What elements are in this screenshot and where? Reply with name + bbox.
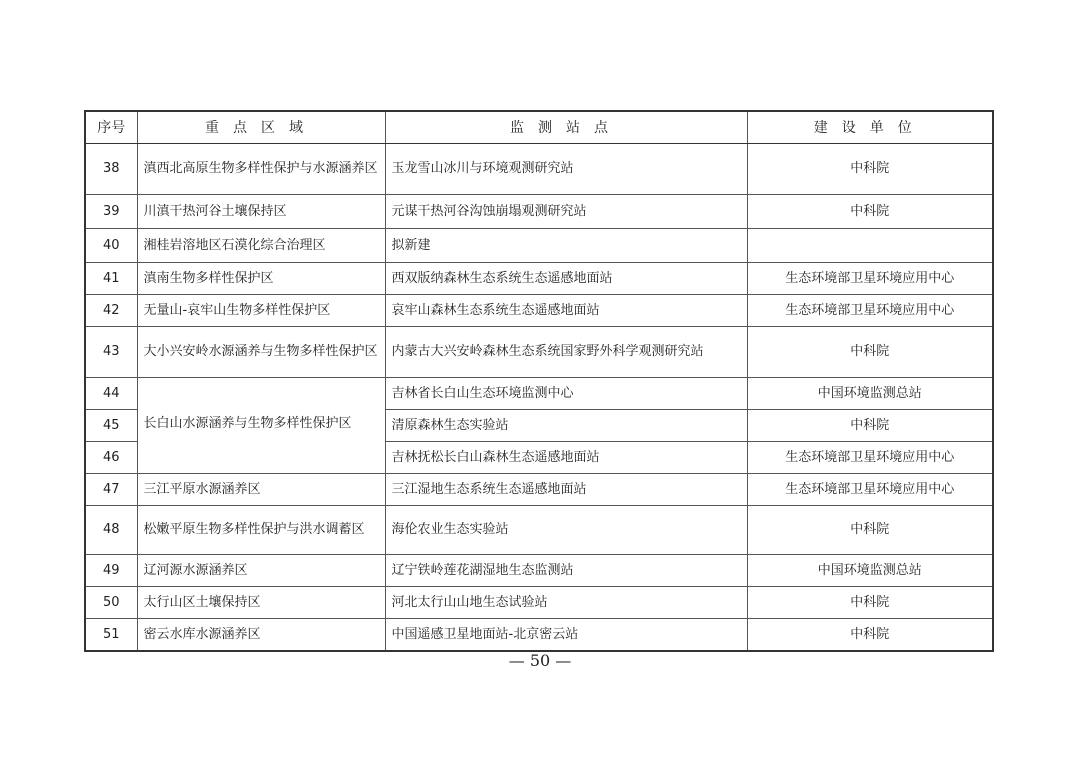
row-unit: 中科院 — [747, 587, 993, 619]
row-region: 川滇干热河谷土壤保持区 — [137, 195, 385, 229]
row-station: 哀牢山森林生态系统生态遥感地面站 — [385, 295, 747, 327]
row-unit: 生态环境部卫星环境应用中心 — [747, 474, 993, 506]
row-region: 大小兴安岭水源涵养与生物多样性保护区 — [137, 327, 385, 378]
row-no: 44 — [85, 378, 137, 410]
table-row — [85, 295, 993, 327]
row-station: 河北太行山山地生态试验站 — [385, 587, 747, 619]
row-station: 西双版纳森林生态系统生态遥感地面站 — [385, 263, 747, 295]
table-row — [85, 474, 993, 506]
row-region: 滇南生物多样性保护区 — [137, 263, 385, 295]
row-no: 45 — [85, 410, 137, 442]
row-no: 49 — [85, 555, 137, 587]
table-row — [85, 378, 993, 410]
row-region: 辽河源水源涵养区 — [137, 555, 385, 587]
row-station: 元谋干热河谷沟蚀崩塌观测研究站 — [385, 195, 747, 229]
row-no: 40 — [85, 229, 137, 263]
row-region: 松嫩平原生物多样性保护与洪水调蓄区 — [137, 506, 385, 555]
monitoring-station-table — [84, 110, 994, 652]
row-station: 辽宁铁岭莲花湖湿地生态监测站 — [385, 555, 747, 587]
row-no: 38 — [85, 144, 137, 195]
row-region: 湘桂岩溶地区石漠化综合治理区 — [137, 229, 385, 263]
row-station: 中国遥感卫星地面站-北京密云站 — [385, 619, 747, 652]
row-unit: 中国环境监测总站 — [747, 378, 993, 410]
header-unit: 建设单位 — [747, 111, 993, 144]
row-region: 三江平原水源涵养区 — [137, 474, 385, 506]
row-unit: 中科院 — [747, 410, 993, 442]
page-number: — 50 — — [508, 651, 572, 670]
row-unit: 生态环境部卫星环境应用中心 — [747, 263, 993, 295]
table-row — [85, 263, 993, 295]
row-unit — [747, 229, 993, 263]
row-region: 无量山-哀牢山生物多样性保护区 — [137, 295, 385, 327]
row-station: 海伦农业生态实验站 — [385, 506, 747, 555]
row-no: 47 — [85, 474, 137, 506]
row-station: 内蒙古大兴安岭森林生态系统国家野外科学观测研究站 — [385, 327, 747, 378]
row-no: 50 — [85, 587, 137, 619]
row-unit: 中科院 — [747, 327, 993, 378]
table-row — [85, 506, 993, 555]
row-station: 拟新建 — [385, 229, 747, 263]
table-row — [85, 327, 993, 378]
row-region-merged: 长白山水源涵养与生物多样性保护区 — [137, 378, 385, 474]
row-unit: 中国环境监测总站 — [747, 555, 993, 587]
row-station: 吉林抚松长白山森林生态遥感地面站 — [385, 442, 747, 474]
table-row — [85, 587, 993, 619]
table-row — [85, 555, 993, 587]
table-row — [85, 229, 993, 263]
row-unit: 中科院 — [747, 144, 993, 195]
header-station: 监测站点 — [385, 111, 747, 144]
row-station: 玉龙雪山冰川与环境观测研究站 — [385, 144, 747, 195]
row-region: 滇西北高原生物多样性保护与水源涵养区 — [137, 144, 385, 195]
row-unit: 生态环境部卫星环境应用中心 — [747, 295, 993, 327]
row-no: 48 — [85, 506, 137, 555]
row-unit: 中科院 — [747, 195, 993, 229]
row-region: 密云水库水源涵养区 — [137, 619, 385, 652]
table-row — [85, 144, 993, 195]
table-header-row — [85, 111, 993, 144]
row-region: 太行山区土壤保持区 — [137, 587, 385, 619]
row-no: 51 — [85, 619, 137, 652]
row-station: 吉林省长白山生态环境监测中心 — [385, 378, 747, 410]
row-station: 清原森林生态实验站 — [385, 410, 747, 442]
table-row — [85, 195, 993, 229]
row-no: 42 — [85, 295, 137, 327]
header-region: 重点区域 — [137, 111, 385, 144]
row-no: 46 — [85, 442, 137, 474]
table-row — [85, 619, 993, 652]
row-no: 41 — [85, 263, 137, 295]
row-unit: 生态环境部卫星环境应用中心 — [747, 442, 993, 474]
row-station: 三江湿地生态系统生态遥感地面站 — [385, 474, 747, 506]
row-no: 43 — [85, 327, 137, 378]
row-unit: 中科院 — [747, 506, 993, 555]
row-unit: 中科院 — [747, 619, 993, 652]
row-no: 39 — [85, 195, 137, 229]
header-no: 序号 — [85, 111, 137, 144]
